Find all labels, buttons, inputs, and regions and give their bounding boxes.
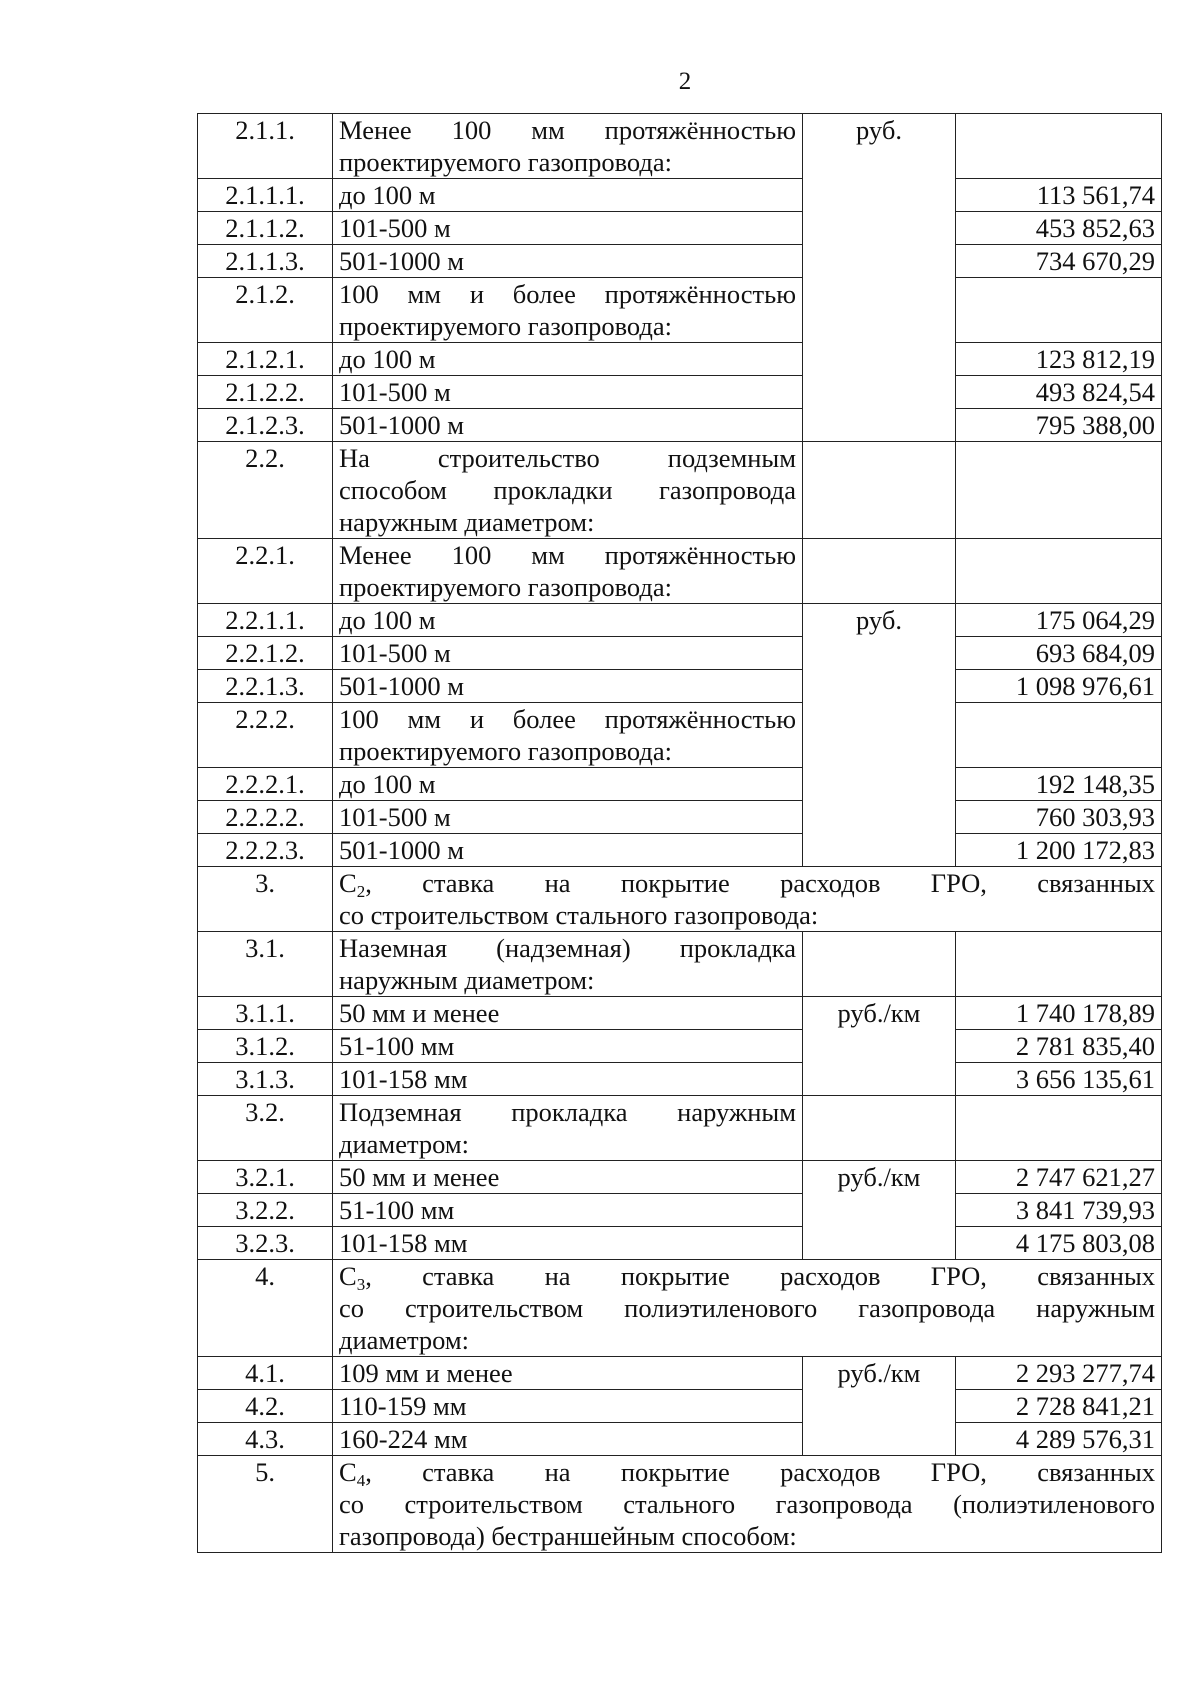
row-number: 2.2.1. [198, 539, 333, 604]
row-number: 2.1.2.1. [198, 343, 333, 376]
row-value: 192 148,35 [956, 768, 1162, 801]
row-value: 2 728 841,21 [956, 1390, 1162, 1423]
row-description: 109 мм и менее [333, 1357, 803, 1390]
row-value: 453 852,63 [956, 212, 1162, 245]
row-number: 3.1. [198, 932, 333, 997]
table-row [198, 834, 1162, 867]
unit-cell: руб. [803, 604, 956, 867]
row-number: 2.2.2.2. [198, 801, 333, 834]
row-value: 493 824,54 [956, 376, 1162, 409]
table-row [198, 442, 1162, 539]
table-row [198, 604, 1162, 637]
row-number: 3.2.1. [198, 1161, 333, 1194]
row-value: 1 740 178,89 [956, 997, 1162, 1030]
row-description: до 100 м [333, 343, 803, 376]
unit-cell: руб./км [803, 997, 956, 1096]
table-row [198, 1063, 1162, 1096]
row-value: 760 303,93 [956, 801, 1162, 834]
row-value [956, 442, 1162, 539]
row-number: 2.1.1.2. [198, 212, 333, 245]
row-description: 50 мм и менее [333, 1161, 803, 1194]
unit-cell [803, 539, 956, 604]
row-description: На строительство подземным способом прокладки газопровода наружным диаметром: [333, 442, 803, 539]
row-number: 3.1.1. [198, 997, 333, 1030]
table-row [198, 768, 1162, 801]
row-value: 175 064,29 [956, 604, 1162, 637]
table-row [198, 1260, 1162, 1357]
table-row [198, 179, 1162, 212]
row-value: 2 293 277,74 [956, 1357, 1162, 1390]
row-description: 501-1000 м [333, 670, 803, 703]
row-number: 2.1.1.3. [198, 245, 333, 278]
row-number: 2.2.1.1. [198, 604, 333, 637]
row-number: 3.2.3. [198, 1227, 333, 1260]
table-row [198, 278, 1162, 343]
unit-cell [803, 442, 956, 539]
row-value: 4 175 803,08 [956, 1227, 1162, 1260]
row-description: 101-500 м [333, 376, 803, 409]
row-description: 160-224 мм [333, 1423, 803, 1456]
row-description: Наземная (надземная) прокладка наружным диаметром: [333, 932, 803, 997]
row-value: 693 684,09 [956, 637, 1162, 670]
row-description: 101-158 мм [333, 1063, 803, 1096]
row-description: 101-500 м [333, 801, 803, 834]
row-number: 4.3. [198, 1423, 333, 1456]
table-row [198, 801, 1162, 834]
row-number: 2.1.2.3. [198, 409, 333, 442]
table-row [198, 1096, 1162, 1161]
row-value: 123 812,19 [956, 343, 1162, 376]
row-description: 51-100 мм [333, 1194, 803, 1227]
row-number: 2.1.2. [198, 278, 333, 343]
table-row [198, 212, 1162, 245]
table-row [198, 1357, 1162, 1390]
row-number: 4.1. [198, 1357, 333, 1390]
page-number: 2 [678, 68, 692, 95]
row-description: до 100 м [333, 768, 803, 801]
row-value: 1 200 172,83 [956, 834, 1162, 867]
table-row [198, 637, 1162, 670]
table-row [198, 932, 1162, 997]
table-row [198, 997, 1162, 1030]
row-description: 501-1000 м [333, 409, 803, 442]
row-description: 501-1000 м [333, 245, 803, 278]
table-row [198, 1423, 1162, 1456]
row-value: 113 561,74 [956, 179, 1162, 212]
table-row [198, 1194, 1162, 1227]
row-description: 101-500 м [333, 212, 803, 245]
row-number: 3.2.2. [198, 1194, 333, 1227]
table-row [198, 1227, 1162, 1260]
unit-cell [803, 932, 956, 997]
unit-cell [803, 1096, 956, 1161]
row-value [956, 1096, 1162, 1161]
row-value: 1 098 976,61 [956, 670, 1162, 703]
row-number: 2.2.1.3. [198, 670, 333, 703]
row-description: до 100 м [333, 604, 803, 637]
row-description: 51-100 мм [333, 1030, 803, 1063]
unit-cell: руб./км [803, 1357, 956, 1456]
table-row [198, 1456, 1162, 1553]
row-value [956, 114, 1162, 179]
table-row [198, 867, 1162, 932]
row-description: 501-1000 м [333, 834, 803, 867]
row-description: 100 мм и более протяжённостью проектируемого газопровода: [333, 703, 803, 768]
row-value: 4 289 576,31 [956, 1423, 1162, 1456]
row-value: 3 656 135,61 [956, 1063, 1162, 1096]
table-row [198, 343, 1162, 376]
row-description: 100 мм и более протяжённостью проектируемого газопровода: [333, 278, 803, 343]
row-number: 2.2. [198, 442, 333, 539]
section-heading: $С_4$, ставка на покрытие расходов ГРО, связанных со строительством стального газопровода (полиэтиленового газопровода) бестраншейным способом: [333, 1456, 1162, 1553]
row-number: 3. [198, 867, 333, 932]
section-heading: $С_2$, ставка на покрытие расходов ГРО, связанных со строительством стального газопровода: [333, 867, 1162, 932]
table-row [198, 114, 1162, 179]
row-description: 101-500 м [333, 637, 803, 670]
row-description: Менее 100 мм протяжённостью проектируемого газопровода: [333, 114, 803, 179]
table-row [198, 245, 1162, 278]
row-number: 2.1.1. [198, 114, 333, 179]
row-description: 101-158 мм [333, 1227, 803, 1260]
table-row [198, 1161, 1162, 1194]
unit-cell: руб./км [803, 1161, 956, 1260]
row-value: 795 388,00 [956, 409, 1162, 442]
table-row [198, 1390, 1162, 1423]
row-number: 2.2.2.1. [198, 768, 333, 801]
table-row [198, 409, 1162, 442]
table-row [198, 1030, 1162, 1063]
tariff-table [197, 113, 1162, 1553]
row-number: 2.1.1.1. [198, 179, 333, 212]
row-number: 4.2. [198, 1390, 333, 1423]
table-row [198, 376, 1162, 409]
row-description: до 100 м [333, 179, 803, 212]
row-value: 2 747 621,27 [956, 1161, 1162, 1194]
table-row [198, 539, 1162, 604]
row-number: 4. [198, 1260, 333, 1357]
unit-cell: руб. [803, 114, 956, 442]
row-number: 3.1.2. [198, 1030, 333, 1063]
row-description: Подземная прокладка наружным диаметром: [333, 1096, 803, 1161]
row-description: 110-159 мм [333, 1390, 803, 1423]
row-number: 2.2.1.2. [198, 637, 333, 670]
row-value [956, 278, 1162, 343]
row-value [956, 539, 1162, 604]
row-number: 3.2. [198, 1096, 333, 1161]
row-value: 3 841 739,93 [956, 1194, 1162, 1227]
row-number: 2.1.2.2. [198, 376, 333, 409]
table-row [198, 670, 1162, 703]
row-value [956, 703, 1162, 768]
section-heading: $С_3$, ставка на покрытие расходов ГРО, связанных со строительством полиэтиленового газопровода наружным диаметром: [333, 1260, 1162, 1357]
row-number: 3.1.3. [198, 1063, 333, 1096]
row-description: Менее 100 мм протяжённостью проектируемого газопровода: [333, 539, 803, 604]
table-row [198, 703, 1162, 768]
row-value: 2 781 835,40 [956, 1030, 1162, 1063]
row-number: 5. [198, 1456, 333, 1553]
row-number: 2.2.2.3. [198, 834, 333, 867]
row-value: 734 670,29 [956, 245, 1162, 278]
row-number: 2.2.2. [198, 703, 333, 768]
row-value [956, 932, 1162, 997]
row-description: 50 мм и менее [333, 997, 803, 1030]
